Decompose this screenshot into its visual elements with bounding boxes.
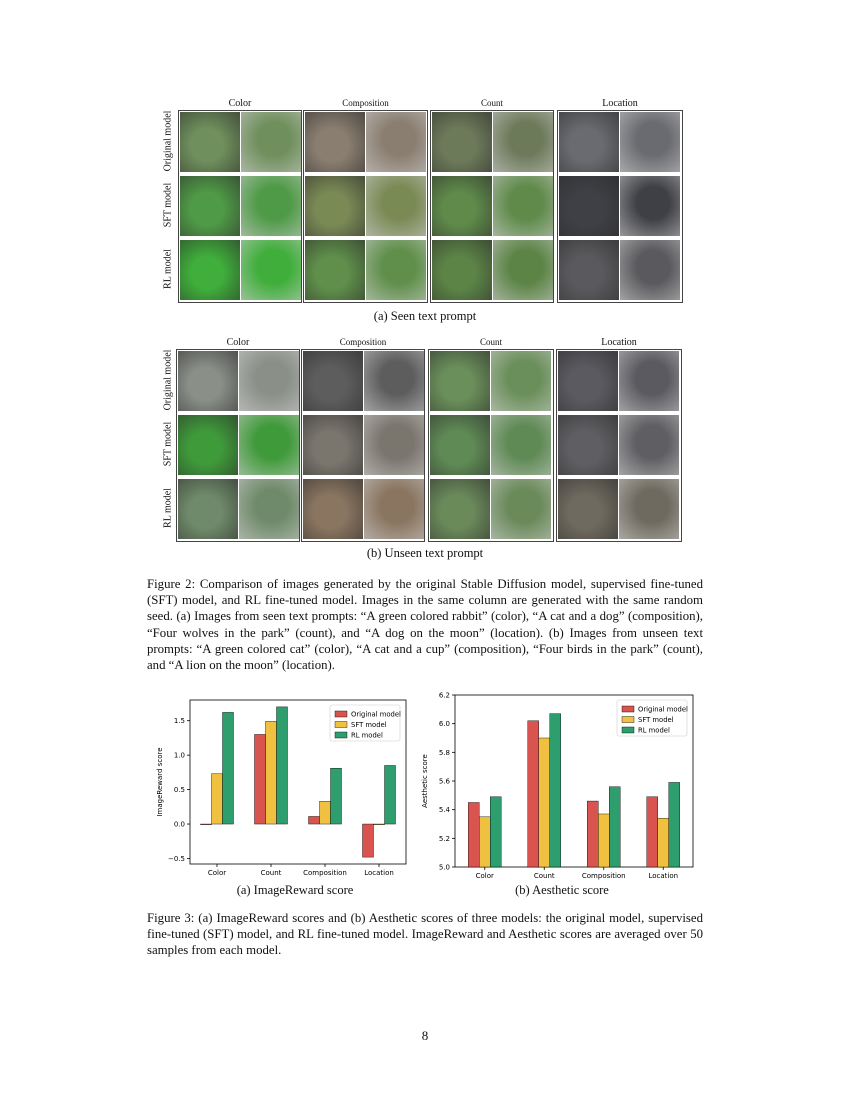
generated-image [430,351,490,411]
generated-image [239,351,299,411]
bar-sft-model [658,818,669,867]
x-tick-label: Location [648,872,679,880]
generated-image [491,415,551,475]
y-tick-label: 6.2 [438,691,450,700]
y-tick-label: 0.5 [173,786,185,795]
bar-rl-model [490,797,501,867]
generated-image [620,176,680,236]
legend-label: RL model [351,731,383,740]
row-label-sft: SFT model [162,182,174,228]
subcaption-seen: (a) Seen text prompt [373,309,477,323]
aesthetic-chart [421,688,700,880]
generated-image [432,240,492,300]
row-label-original: Original model [162,349,174,411]
figure3-caption: Figure 3: (a) ImageReward scores and (b) Aesthetic scores of three models: the original model, supervised fine-tuned (SFT) model, and RL fine-tuned model. ImageReward and Aesthetic scores are averaged over 50 samples from each model. [147,911,703,958]
generated-image [493,176,553,236]
column-header-composition: Composition [339,337,387,347]
y-tick-label: 5.8 [438,748,450,757]
generated-image [432,112,492,172]
generated-image [180,112,240,172]
generated-image [619,415,679,475]
legend-swatch [622,706,634,712]
generated-image [559,240,619,300]
y-tick-label: 5.4 [438,806,450,815]
generated-image [491,351,551,411]
y-tick-label: 5.2 [438,834,450,843]
generated-image [178,479,238,539]
generated-image [493,112,553,172]
generated-image [178,351,238,411]
column-header-color: Color [228,98,252,109]
legend-swatch [622,727,634,733]
generated-image [430,415,490,475]
bar-sft-model [374,824,385,825]
generated-image [366,176,426,236]
figure2-unseen-grid [160,337,690,543]
panel-location [557,110,683,303]
panel-composition [301,349,425,542]
bar-sft-model [212,774,223,824]
row-label-rl: RL model [162,249,174,289]
figure2-seen-grid [160,98,690,304]
bar-rl-model [550,714,561,867]
figure2-caption: Figure 2: Comparison of images generated by the original Stable Diffusion model, supervised fine-tuned (SFT) model, and RL fine-tuned model. Images in the same column are generated with the same random seed. (a) Images from seen text prompts: “A green colored rabbit” (color), “A cat and a dog” (composition), “Four wolves in the park” (count), and “A dog on the moon” (location). (b) Images from unseen text prompts: “A green colored cat” (color), “A cat and a cup” (composition), “Four birds in the park” (count), and “A lion on the moon” (location). [147,577,703,673]
legend-label: SFT model [351,721,387,729]
legend-label: RL model [638,726,670,735]
generated-image [558,415,618,475]
generated-image [241,240,301,300]
generated-image [619,351,679,411]
generated-image [620,240,680,300]
column-header-color: Color [226,337,250,348]
generated-image [432,176,492,236]
generated-image [241,176,301,236]
generated-image [303,351,363,411]
y-tick-label: 1.0 [173,751,185,760]
row-label-original: Original model [162,110,174,172]
column-header-count: Count [479,337,502,347]
row-label-sft: SFT model [162,421,174,467]
x-tick-label: Count [533,872,555,880]
row-label-rl: RL model [162,488,174,528]
generated-image [239,415,299,475]
panel-color [176,349,300,542]
x-tick-label: Color [207,869,227,877]
subcaption-aesthetic: (b) Aesthetic score [515,883,609,897]
generated-image [366,112,426,172]
panel-location [556,349,682,542]
legend-label: Original model [638,705,688,714]
generated-image [305,112,365,172]
bar-original-model [363,824,374,857]
generated-image [559,112,619,172]
x-tick-label: Location [364,869,394,877]
bar-original-model [528,721,539,867]
panel-count [428,349,554,542]
bar-rl-model [609,787,620,867]
bar-rl-model [669,782,680,867]
generated-image [364,415,424,475]
generated-image [305,176,365,236]
subcaption-imagereward: (a) ImageReward score [236,883,354,897]
column-header-location: Location [602,98,638,109]
legend-label: Original model [351,710,401,719]
column-header-composition: Composition [342,98,389,108]
generated-image [620,112,680,172]
y-axis-label: Aesthetic score [421,754,429,808]
generated-image [491,479,551,539]
panel-composition [303,110,428,303]
y-tick-label: −0.5 [168,854,185,863]
generated-image [558,479,618,539]
legend-swatch [622,717,634,723]
bar-sft-model [539,738,550,867]
generated-image [180,240,240,300]
bar-sft-model [479,817,490,867]
generated-image [493,240,553,300]
generated-image [303,415,363,475]
generated-image [305,240,365,300]
generated-image [619,479,679,539]
generated-image [366,240,426,300]
bar-rl-model [385,765,396,824]
x-tick-label: Composition [581,872,626,880]
y-tick-label: 6.0 [438,720,450,729]
generated-image [559,176,619,236]
y-tick-label: 5.0 [438,863,450,872]
bar-sft-model [320,801,331,824]
generated-image [178,415,238,475]
bar-original-model [309,816,320,824]
imagereward-chart [152,692,422,882]
legend-label: SFT model [638,716,674,724]
legend-swatch [335,711,347,717]
legend-swatch [335,732,347,738]
x-tick-label: Composition [303,869,347,877]
bar-rl-model [223,712,234,824]
panel-count [430,110,554,303]
bar-original-model [255,734,266,824]
column-header-count: Count [480,98,503,108]
bar-original-model [468,803,479,868]
generated-image [364,479,424,539]
bar-original-model [587,801,598,867]
y-axis-label: ImageReward score [156,747,164,817]
bar-sft-model [598,814,609,867]
y-tick-label: 5.6 [438,777,450,786]
generated-image [364,351,424,411]
legend-swatch [335,722,347,728]
generated-image [558,351,618,411]
panel-color [178,110,302,303]
y-tick-label: 1.5 [173,717,185,726]
bar-rl-model [331,768,342,824]
bar-original-model [647,797,658,867]
generated-image [430,479,490,539]
page-number: 8 [421,1028,429,1043]
column-header-location: Location [601,337,637,348]
y-tick-label: 0.0 [173,820,185,829]
generated-image [303,479,363,539]
generated-image [180,176,240,236]
x-tick-label: Color [475,872,494,880]
bar-rl-model [277,707,288,824]
x-tick-label: Count [260,869,282,877]
generated-image [239,479,299,539]
subcaption-unseen: (b) Unseen text prompt [366,546,484,560]
generated-image [241,112,301,172]
bar-original-model [201,824,212,825]
bar-sft-model [266,721,277,824]
